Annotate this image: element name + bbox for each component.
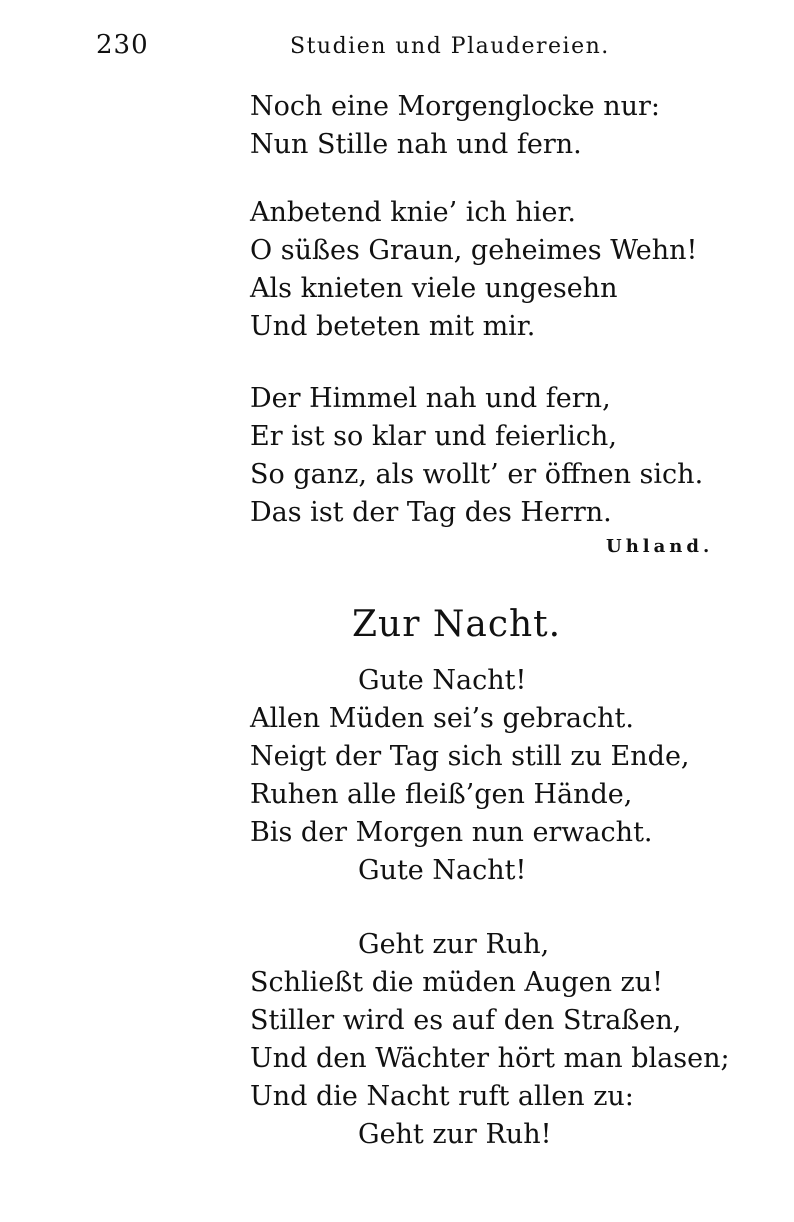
verse-line: Stiller wird es auf den Straßen, xyxy=(250,1005,682,1036)
verse-line: O süßes Graun, geheimes Wehn! xyxy=(250,235,698,266)
verse-line: Nun Stille nah und fern. xyxy=(250,129,582,160)
page-header xyxy=(0,26,794,66)
verse-line: Gute Nacht! xyxy=(358,665,527,696)
verse-line: Schließt die müden Augen zu! xyxy=(250,967,664,998)
poem2-stanza1 xyxy=(250,662,690,890)
verse-line: Geht zur Ruh, xyxy=(358,929,550,960)
verse-line: Neigt der Tag sich still zu Ende, xyxy=(250,741,690,772)
poem1-stanza2 xyxy=(250,194,697,346)
verse-line: Und die Nacht ruft allen zu: xyxy=(250,1081,634,1112)
verse-line: Das ist der Tag des Herrn. xyxy=(250,497,612,528)
poem1-stanza1 xyxy=(250,88,660,164)
author-signature: Uhland. xyxy=(606,536,714,557)
verse-line: Bis der Morgen nun erwacht. xyxy=(250,817,653,848)
verse-line: Der Himmel nah und fern, xyxy=(250,383,611,414)
verse-line: Gute Nacht! xyxy=(358,855,527,886)
page-number: 230 xyxy=(96,30,149,60)
verse-line: Ruhen alle fleiß’gen Hände, xyxy=(250,779,633,810)
verse-line: Anbetend knie’ ich hier. xyxy=(250,197,577,228)
verse-line: Als knieten viele ungesehn xyxy=(250,273,618,304)
verse-line: So ganz, als wollt’ er öffnen sich. xyxy=(250,459,704,490)
poem-title: Zur Nacht. xyxy=(352,604,562,645)
running-title: Studien und Plaudereien. xyxy=(290,34,610,59)
poem1-stanza3 xyxy=(250,380,703,532)
verse-line: Noch eine Morgenglocke nur: xyxy=(250,91,660,122)
verse-line: Geht zur Ruh! xyxy=(358,1119,552,1150)
verse-line: Er ist so klar und feierlich, xyxy=(250,421,617,452)
verse-line: Allen Müden sei’s gebracht. xyxy=(250,703,634,734)
poem2-stanza2 xyxy=(250,926,730,1154)
verse-line: Und den Wächter hört man blasen; xyxy=(250,1043,730,1074)
verse-line: Und beteten mit mir. xyxy=(250,311,536,342)
